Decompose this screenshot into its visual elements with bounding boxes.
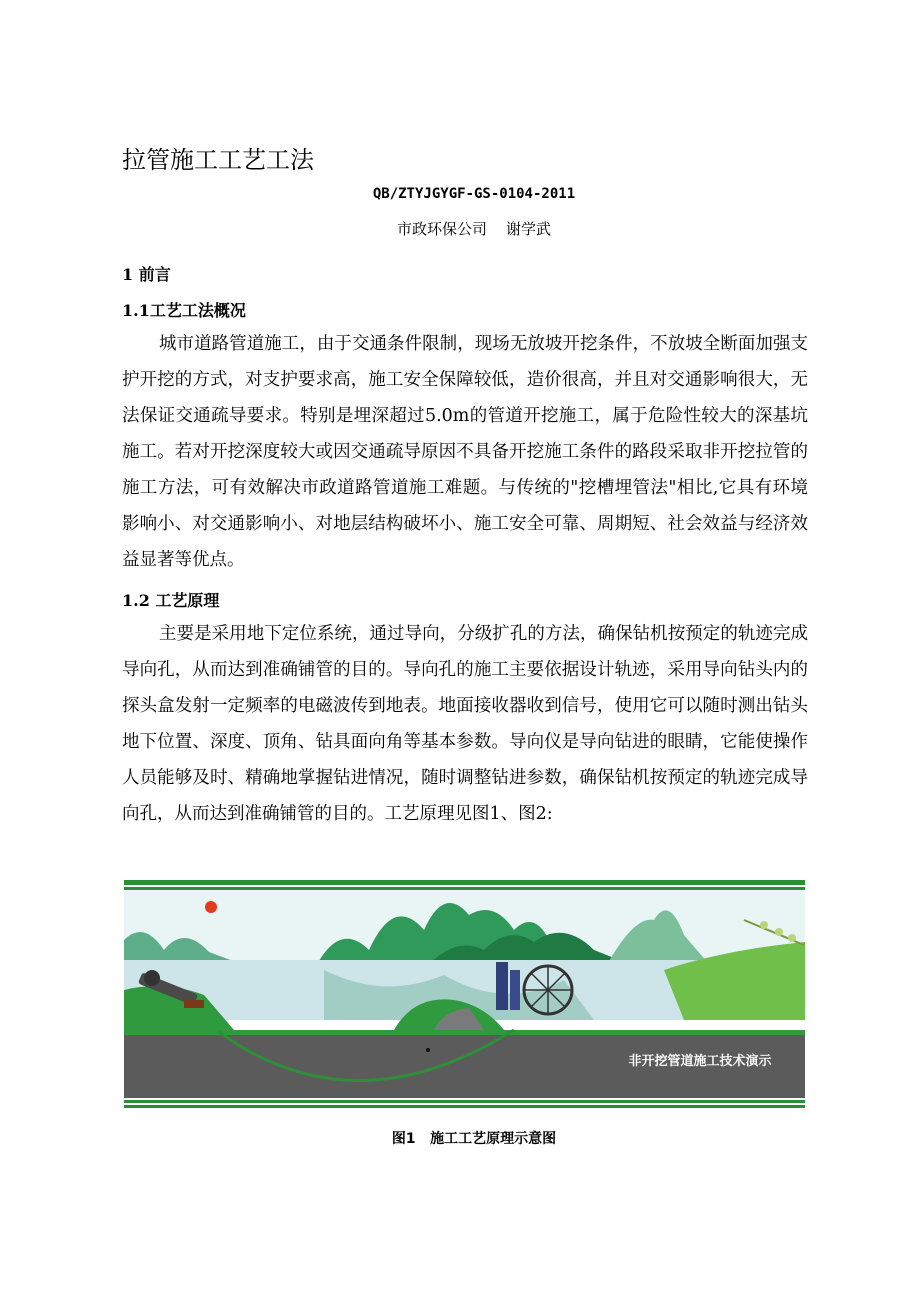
top-border xyxy=(124,880,805,885)
bottom-border xyxy=(124,1105,805,1108)
document-author: 市政环保公司 谢学武 xyxy=(396,220,552,238)
overlay-text: 非开挖管道施工技术演示 xyxy=(628,1054,772,1069)
pipe-reel-icon xyxy=(524,966,572,1014)
paragraph-overview: 城市道路管道施工，由于交通条件限制，现场无放坡开挖条件，不放坡全断面加强支护开挖的方式，对支护要求高，施工安全保障较低，造价很高，并且对交通影响很大，无法保证交通疏导要求。特别是埋深超过5.0m的管道开挖施工，属于危险性较大的深基坑施工。若对开挖深度较大或因交通疏导原因不具备开挖施工条件的路段采取非开挖拉管的施工方法，可有效解决市政道路管道施工难题。与传统的"挖槽埋管法"相比,它具有环境影响小、对交通影响小、对地层结构破坏小、施工安全可靠、周期短、社会效益与经济效益显著等优点。 xyxy=(122,334,808,570)
section-heading-1: 1 前言 xyxy=(122,265,171,284)
figure-caption: 图1 施工工艺原理示意图 xyxy=(391,1131,557,1147)
sun-icon xyxy=(205,901,217,913)
document-title: 拉管施工工艺工法 xyxy=(122,146,314,174)
section-heading-1-2: 1.2 工艺原理 xyxy=(122,591,220,610)
section-heading-1-1: 1.1工艺工法概况 xyxy=(122,301,246,320)
paragraph-principle: 主要是采用地下定位系统，通过导向，分级扩孔的方法，确保钻机按预定的轨迹完成导向孔，从而达到准确铺管的目的。导向孔的施工主要依据设计轨迹，采用导向钻头内的探头盒发射一定频率的电磁波传到地表。地面接收器收到信号，使用它可以随时测出钻头地下位置、深度、顶角、钻具面向角等基本参数。导向仪是导向钻进的眼睛，它能使操作人员能够及时、精确地掌握钻进情况，随时调整钻进参数，确保钻机按预定的轨迹完成导向孔，从而达到准确铺管的目的。工艺原理见图1、图2: xyxy=(122,624,808,824)
document-code: QB/ZTYJGYGF-GS-0104-2011 xyxy=(372,186,576,202)
figure-illustration xyxy=(124,880,805,1108)
